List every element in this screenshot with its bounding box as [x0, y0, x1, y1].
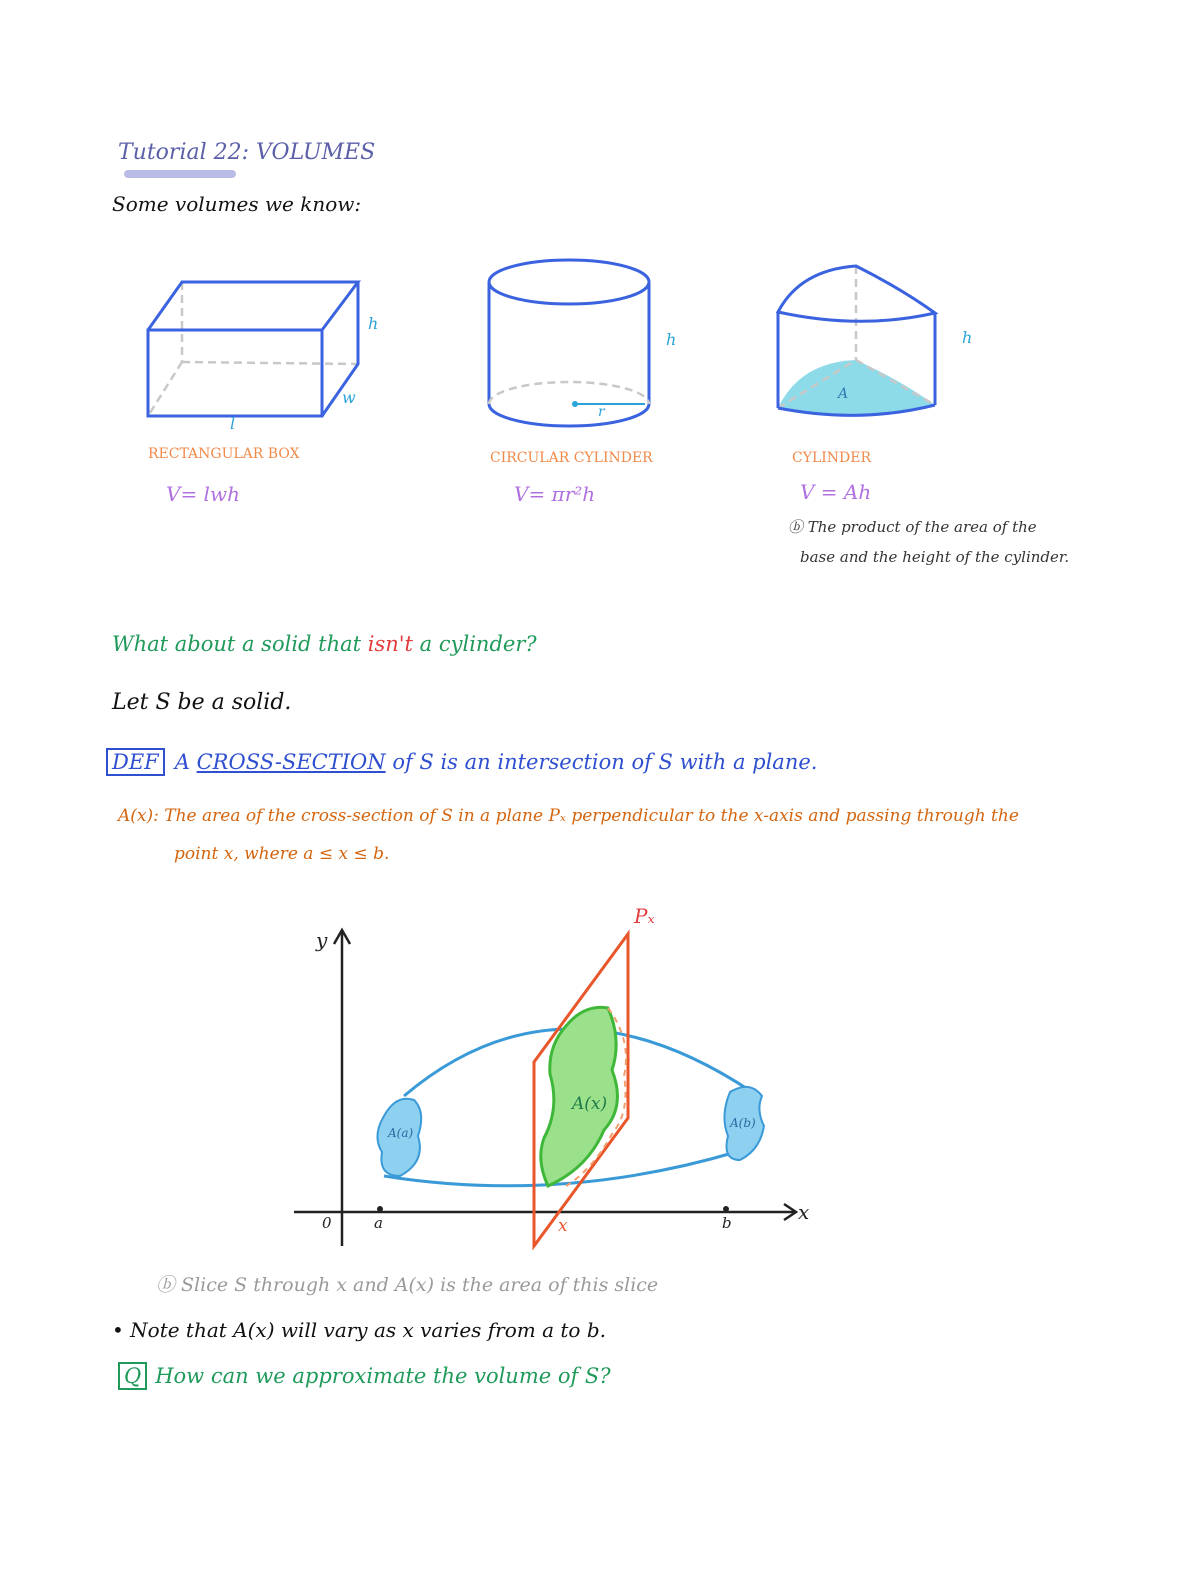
intro-text: Some volumes we know:: [112, 192, 362, 216]
def-pre: A: [174, 750, 197, 774]
q-tag: Q: [118, 1362, 147, 1390]
question-emph: isn't: [367, 632, 413, 656]
circular-formula: V= πr²h: [514, 482, 596, 506]
x-mark-label: x: [558, 1216, 568, 1236]
y-axis-label: y: [316, 928, 328, 952]
ab-label: A(b): [730, 1116, 756, 1130]
box-formula: V= lwh: [166, 482, 240, 506]
ax-definition-line2: point x, where a ≤ x ≤ b.: [174, 844, 390, 864]
a-label: a: [374, 1214, 383, 1232]
general-formula: V = Ah: [800, 480, 872, 504]
variation-note: • Note that A(x) will vary as x varies from a to b.: [112, 1318, 606, 1342]
general-label-a: A: [838, 386, 849, 402]
def-post: of S is an intersection of S with a plane.: [385, 750, 818, 774]
ax-label: A(x): [572, 1094, 608, 1114]
ax-definition-line1: A(x): The area of the cross-section of S in a plane Pₓ perpendicular to the x-axis and passing through the: [118, 806, 1019, 826]
question-post: a cylinder?: [413, 632, 537, 656]
general-note-line1: ⓑ The product of the area of the: [788, 518, 1037, 536]
plane-label: Pₓ: [634, 904, 655, 928]
aa-label: A(a): [388, 1126, 414, 1140]
circular-name: CIRCULAR CYLINDER: [490, 450, 653, 466]
box-label-l: l: [230, 414, 236, 433]
box-label-h: h: [368, 314, 379, 333]
general-name: CYLINDER: [792, 450, 872, 466]
let-line: Let S be a solid.: [112, 690, 292, 715]
box-label-w: w: [342, 388, 356, 407]
circular-label-h: h: [666, 330, 677, 349]
origin-label: 0: [322, 1214, 332, 1232]
page-title: Tutorial 22: VOLUMES: [118, 140, 376, 165]
b-label: b: [722, 1214, 732, 1232]
approx-question: [118, 1364, 611, 1388]
question-pre: What about a solid that: [112, 632, 368, 656]
box-name: RECTANGULAR BOX: [148, 446, 300, 462]
def-term: CROSS-SECTION: [196, 750, 386, 774]
q-text: How can we approximate the volume of S?: [155, 1364, 611, 1388]
def-tag: DEF: [106, 748, 165, 776]
circular-label-r: r: [598, 404, 605, 420]
x-axis-label: x: [798, 1200, 810, 1224]
general-label-h: h: [962, 328, 973, 347]
general-note-line2: base and the height of the cylinder.: [800, 548, 1070, 566]
slice-note: ⓑ Slice S through x and A(x) is the area of this slice: [156, 1274, 659, 1296]
